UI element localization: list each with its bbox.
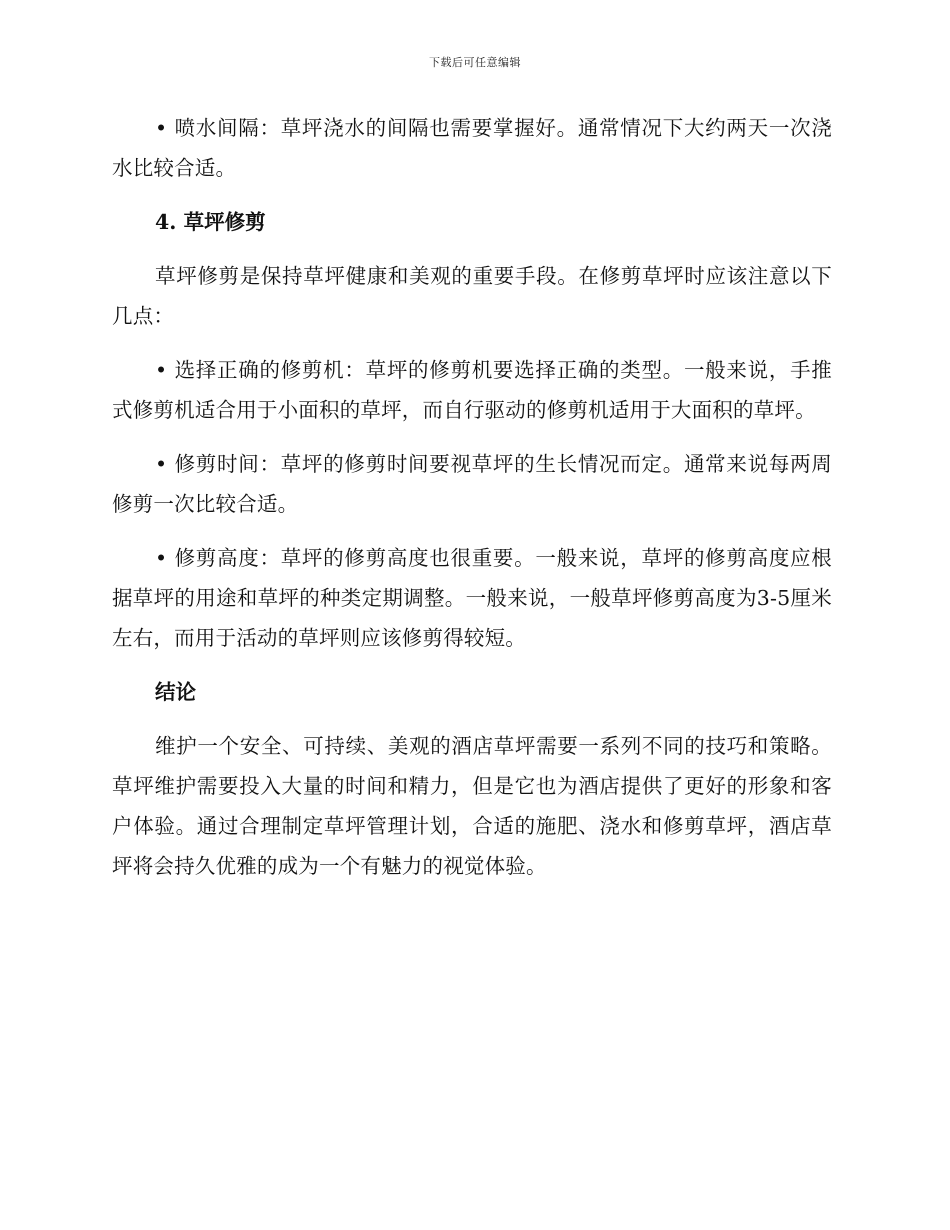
document-body — [112, 108, 832, 900]
header-note: 下载后可任意编辑 — [429, 56, 521, 69]
heading-conclusion: 结论 — [155, 680, 197, 704]
paragraph-mowing-time: • 修剪时间：草坪的修剪时间要视草坪的生长情况而定。通常来说每两周修剪一次比较合适。 — [112, 452, 832, 516]
paragraph-watering-interval: • 喷水间隔：草坪浇水的间隔也需要掌握好。通常情况下大约两天一次浇水比较合适。 — [112, 116, 832, 180]
paragraph-conclusion: 维护一个安全、可持续、美观的酒店草坪需要一系列不同的技巧和策略。草坪维护需要投入大量的时间和精力，但是它也为酒店提供了更好的形象和客户体验。通过合理制定草坪管理计划，合适的施肥、浇水和修剪草坪，酒店草坪将会持久优雅的成为一个有魅力的视觉体验。 — [112, 734, 832, 878]
paragraph-mower-choice: • 选择正确的修剪机：草坪的修剪机要选择正确的类型。一般来说，手推式修剪机适合用于小面积的草坪，而自行驱动的修剪机适用于大面积的草坪。 — [112, 358, 832, 422]
paragraph-mowing-height: • 修剪高度：草坪的修剪高度也很重要。一般来说，草坪的修剪高度应根据草坪的用途和草坪的种类定期调整。一般来说，一般草坪修剪高度为3-5厘米左右，而用于活动的草坪则应该修剪得较短。 — [112, 546, 832, 650]
paragraph-mowing-intro: 草坪修剪是保持草坪健康和美观的重要手段。在修剪草坪时应该注意以下几点： — [112, 264, 832, 328]
heading-mowing: 4. 草坪修剪 — [155, 210, 266, 234]
